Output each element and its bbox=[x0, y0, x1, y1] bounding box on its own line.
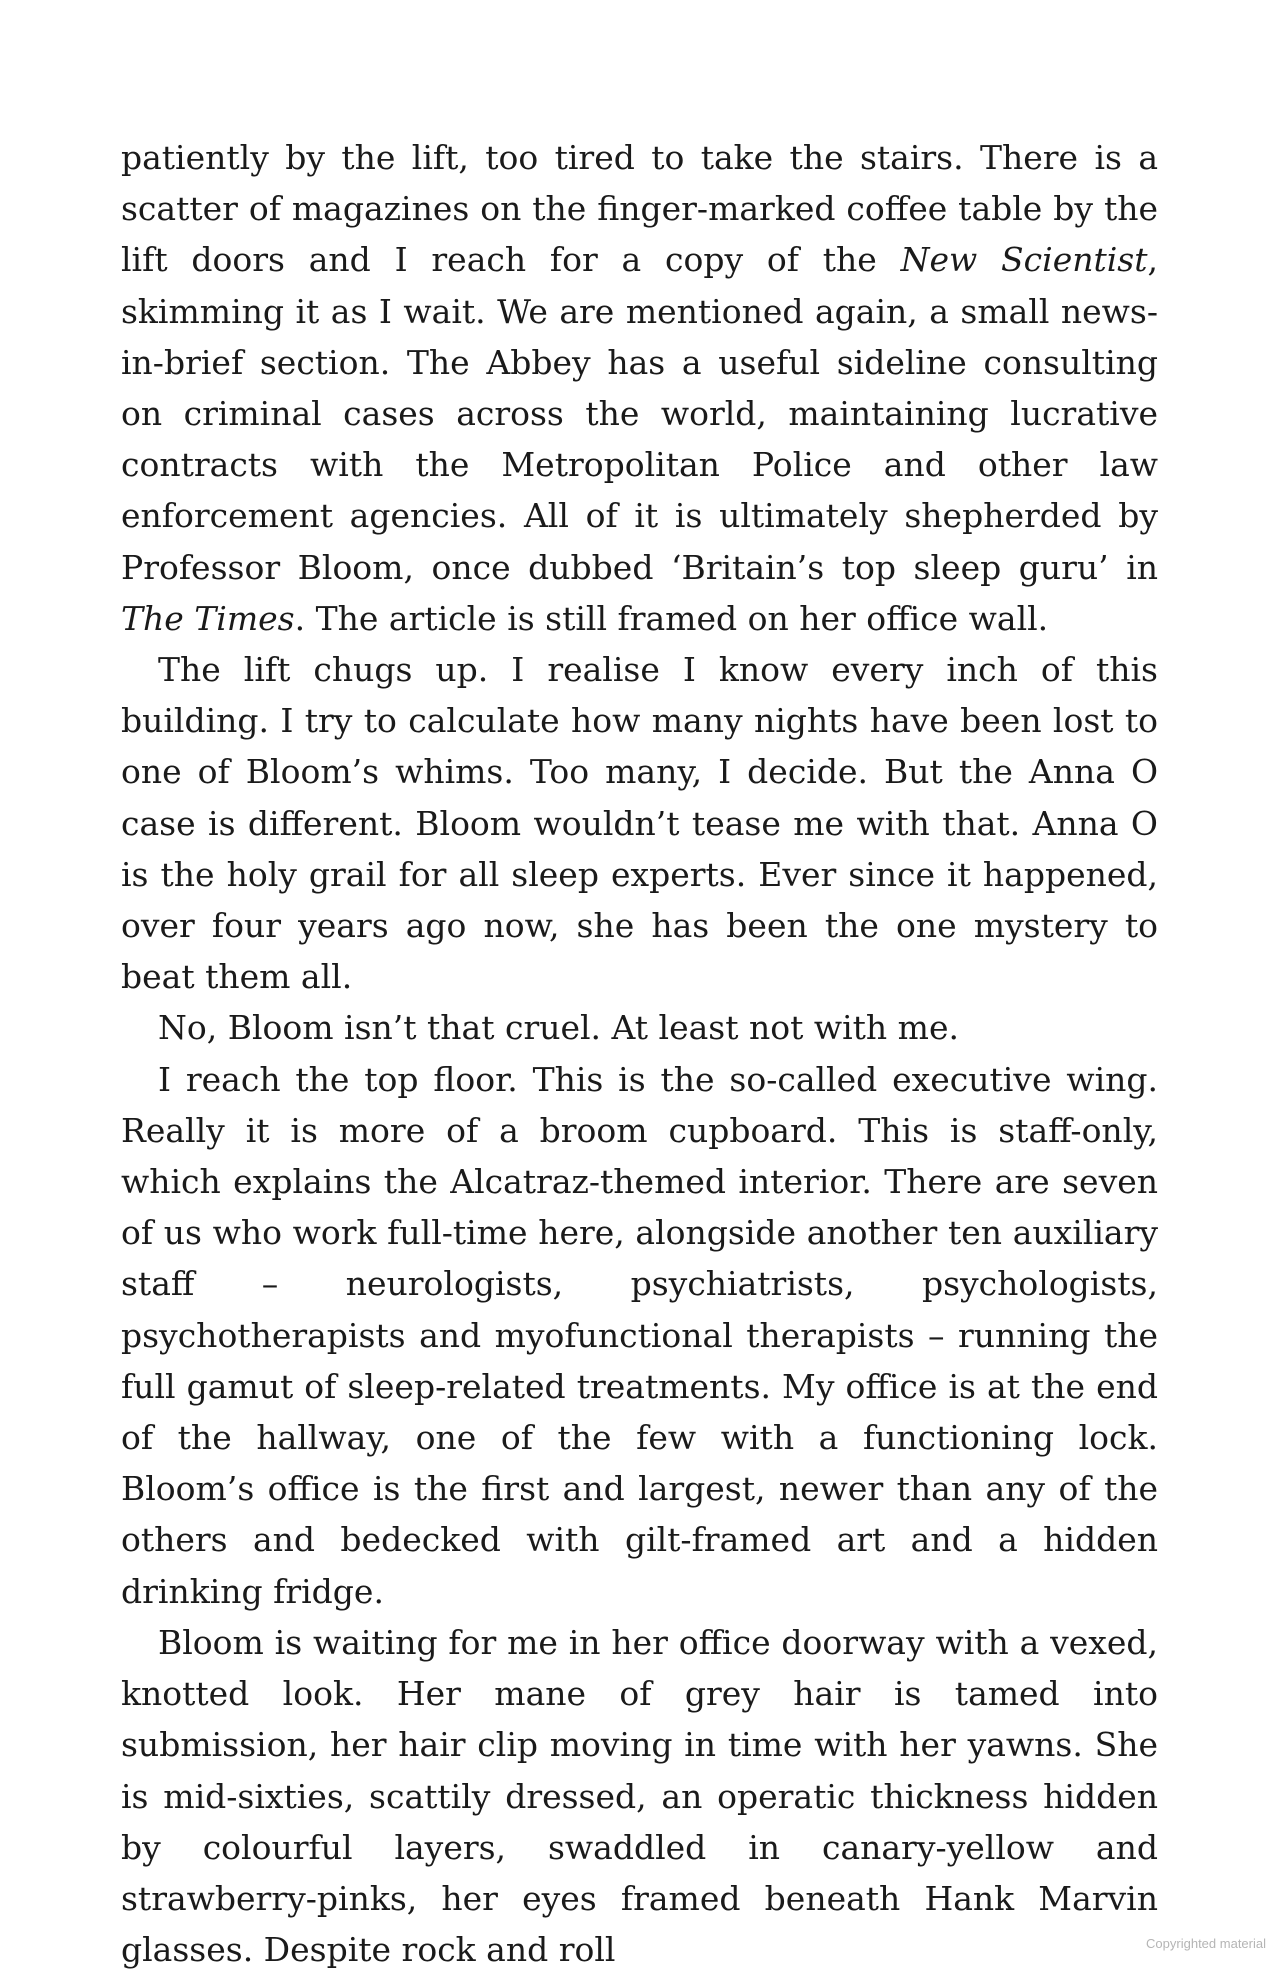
copyright-watermark: Copyrighted material bbox=[1146, 1936, 1266, 1951]
book-page-text bbox=[121, 132, 1158, 1975]
italic-title-the-times: The Times bbox=[121, 598, 295, 638]
paragraph-bloom-not-cruel: No, Bloom isn’t that cruel. At least not with me. bbox=[158, 1008, 959, 1048]
paragraph-lift-chugs-up: The lift chugs up. I realise I know every inch of this building. I try to calculate how many nights have been lost to one of Bloom’s whims. Too many, I decide. But the Anna O case is different. Bloom wouldn’t tease me with that. Anna O is the holy grail for all sleep experts. Ever since it happened, over four years ago now, she has been the one mystery to beat them all. bbox=[121, 650, 1158, 997]
paragraph-lift-magazines bbox=[121, 132, 1158, 644]
paragraph-text: patiently by the lift, too tired to take the stairs. There is a scatter of magazines on the finger-marked coffee table by the lift doors and I reach for a copy of the bbox=[121, 138, 1158, 280]
paragraph-executive-wing: I reach the top floor. This is the so-called executive wing. Really it is more of a broom cupboard. This is staff-only, which explains the Alcatraz-themed interior. There are seven of us who work full-time here, alongside another ten auxiliary staff – neurologists, psychiatrists, psychologists, psychotherapists and myofunctional therapists – running the full gamut of sleep-related treatments. My office is at the end of the hallway, one of the few with a functioning lock. Bloom’s office is the first and largest, newer than any of the others and bedecked with gilt-framed art and a hidden drinking fridge. bbox=[121, 1059, 1158, 1611]
paragraph-text: , skimming it as I wait. We are mentioned again, a small news-in-brief section. The Abbey has a useful sideline consulting on criminal cases across the world, maintaining lucrative contracts with the Metropolitan Police and other law enforcement agencies. All of it is ultimately shepherded by Professor Bloom, once dubbed ‘Britain’s top sleep guru’ in bbox=[121, 240, 1158, 587]
paragraph-text: . The article is still framed on her office wall. bbox=[294, 598, 1049, 638]
italic-title-new-scientist: New Scientist bbox=[900, 240, 1148, 280]
paragraph-bloom-waiting: Bloom is waiting for me in her office doorway with a vexed, knotted look. Her mane of grey hair is tamed into submission, her hair clip moving in time with her yawns. She is mid-sixties, scattily dressed, an operatic thickness hidden by colourful layers, swaddled in canary-yellow and strawberry-pinks, her eyes framed beneath Hank Marvin glasses. Despite rock and roll bbox=[121, 1622, 1158, 1970]
